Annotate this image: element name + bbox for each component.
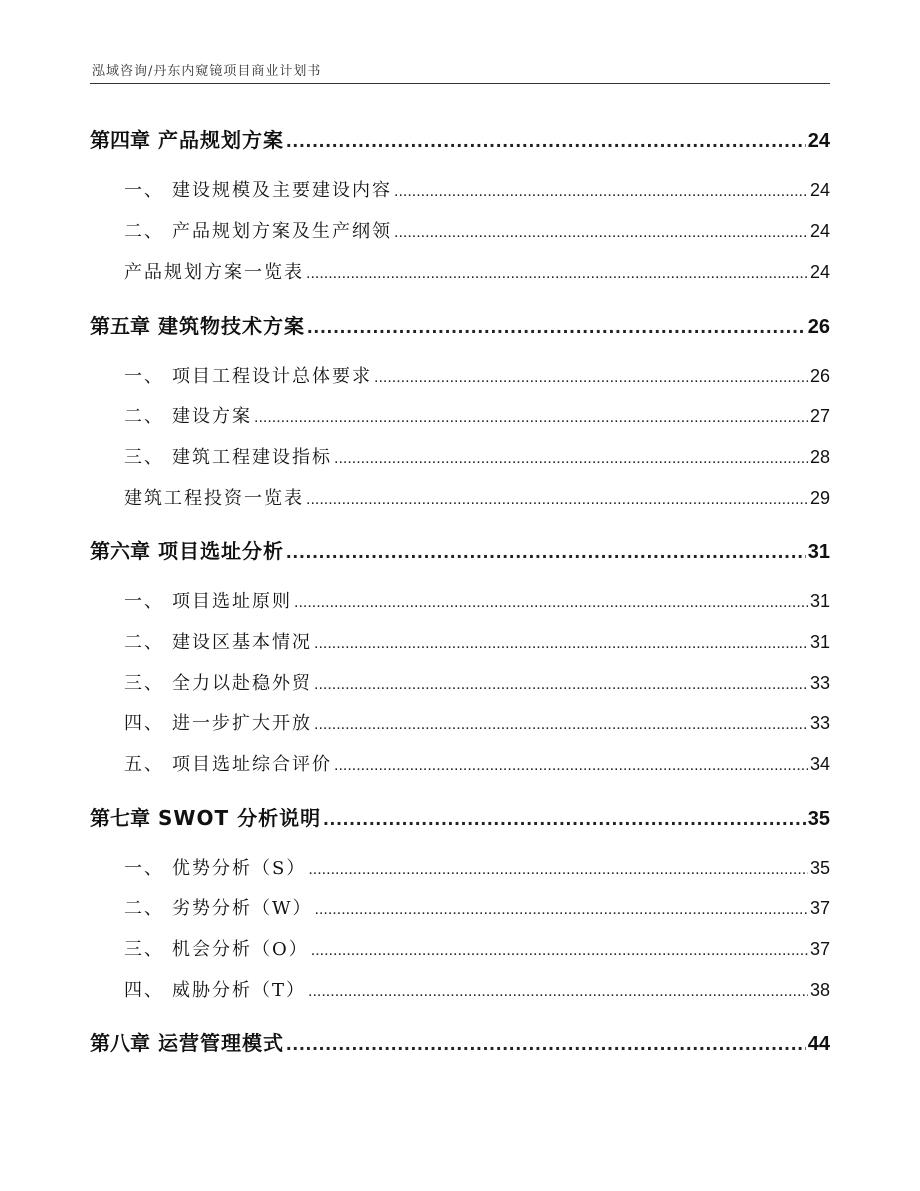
toc-section[interactable] <box>90 362 830 388</box>
page-number: 37 <box>809 939 830 959</box>
dot-leader <box>315 898 808 919</box>
section-number: 一、 <box>124 366 164 387</box>
dot-leader <box>306 488 808 509</box>
section-title: 项目选址原则 <box>172 591 292 612</box>
toc-chapter-4[interactable] <box>90 124 830 153</box>
page-number: 24 <box>809 221 830 241</box>
dot-leader <box>314 713 808 734</box>
dot-leader <box>286 1031 806 1056</box>
toc-chapter-6[interactable] <box>90 535 830 564</box>
section-number: 一、 <box>124 180 164 201</box>
page-number: 31 <box>809 591 830 611</box>
section-number: 二、 <box>124 632 164 653</box>
section-title: 威胁分析（T） <box>172 980 307 1001</box>
section-title: 项目工程设计总体要求 <box>172 366 372 387</box>
chapter-title: 运营管理模式 <box>158 1031 284 1055</box>
toc-section[interactable] <box>90 894 830 920</box>
page-number: 26 <box>807 316 830 338</box>
page-number: 31 <box>809 632 830 652</box>
chapter-title: 建筑物技术方案 <box>158 314 305 338</box>
section-title: 建筑工程建设指标 <box>172 447 332 468</box>
toc-section[interactable] <box>90 750 830 776</box>
dot-leader <box>323 806 806 831</box>
section-title: 劣势分析（W） <box>172 898 313 919</box>
dot-leader <box>334 447 808 468</box>
toc-chapter-7[interactable] <box>90 802 830 831</box>
section-title: 产品规划方案一览表 <box>124 262 304 283</box>
page-number: 38 <box>809 980 830 1000</box>
section-number: 二、 <box>124 898 164 919</box>
dot-leader <box>314 673 808 694</box>
toc-section[interactable] <box>90 402 830 428</box>
toc-table-entry[interactable] <box>90 484 830 510</box>
section-title: 优势分析（S） <box>172 858 307 879</box>
toc-chapter-5[interactable] <box>90 310 830 339</box>
chapter-title: SWOT 分析说明 <box>158 806 322 830</box>
chapter-label: 第四章 <box>90 128 150 152</box>
dot-leader <box>314 632 808 653</box>
dot-leader <box>306 262 808 283</box>
dot-leader <box>394 180 808 201</box>
dot-leader <box>254 406 808 427</box>
section-number: 一、 <box>124 858 164 879</box>
section-number: 三、 <box>124 673 164 694</box>
page-number: 37 <box>809 898 830 918</box>
page-number: 31 <box>807 541 830 563</box>
section-number: 三、 <box>124 447 164 468</box>
section-number: 二、 <box>124 406 164 427</box>
chapter-label: 第五章 <box>90 314 150 338</box>
page-number: 26 <box>809 366 830 386</box>
header-rule <box>90 83 830 84</box>
section-title: 产品规划方案及生产纲领 <box>172 221 392 242</box>
toc-section[interactable] <box>90 628 830 654</box>
chapter-label: 第八章 <box>90 1031 150 1055</box>
section-title: 全力以赴稳外贸 <box>172 673 312 694</box>
dot-leader <box>294 591 808 612</box>
dot-leader <box>311 939 808 960</box>
section-title: 进一步扩大开放 <box>172 713 312 734</box>
toc-section[interactable] <box>90 709 830 735</box>
dot-leader <box>286 539 806 564</box>
section-title: 建设方案 <box>172 406 252 427</box>
dot-leader <box>286 128 806 153</box>
dot-leader <box>394 221 808 242</box>
chapter-label: 第六章 <box>90 539 150 563</box>
toc-chapter-8[interactable] <box>90 1027 830 1056</box>
page-number: 28 <box>809 447 830 467</box>
dot-leader <box>308 858 808 879</box>
section-number: 二、 <box>124 221 164 242</box>
page-number: 24 <box>809 262 830 282</box>
toc-section[interactable] <box>90 443 830 469</box>
page-number: 44 <box>807 1033 830 1055</box>
section-title: 建设规模及主要建设内容 <box>172 180 392 201</box>
section-number: 五、 <box>124 754 164 775</box>
section-number: 四、 <box>124 713 164 734</box>
section-number: 一、 <box>124 591 164 612</box>
section-title: 项目选址综合评价 <box>172 754 332 775</box>
toc-section[interactable] <box>90 176 830 202</box>
chapter-label: 第七章 <box>90 806 150 830</box>
page-number: 35 <box>809 858 830 878</box>
page-number: 24 <box>809 180 830 200</box>
page-number: 27 <box>809 406 830 426</box>
dot-leader <box>374 366 808 387</box>
toc-table-entry[interactable] <box>90 258 830 284</box>
dot-leader <box>308 980 808 1001</box>
chapter-title: 产品规划方案 <box>158 128 284 152</box>
dot-leader <box>307 314 806 339</box>
toc-section[interactable] <box>90 976 830 1002</box>
page-number: 33 <box>809 713 830 733</box>
toc-section[interactable] <box>90 935 830 961</box>
page-number: 34 <box>809 754 830 774</box>
running-header: 泓域咨询/丹东内窥镜项目商业计划书 <box>92 64 322 79</box>
toc-section[interactable] <box>90 854 830 880</box>
toc-section[interactable] <box>90 217 830 243</box>
section-number: 四、 <box>124 980 164 1001</box>
page-number: 24 <box>807 130 830 152</box>
page-number: 33 <box>809 673 830 693</box>
toc-section[interactable] <box>90 669 830 695</box>
section-number: 三、 <box>124 939 164 960</box>
chapter-title: 项目选址分析 <box>158 539 284 563</box>
dot-leader <box>334 754 808 775</box>
section-title: 机会分析（O） <box>172 939 309 960</box>
section-title: 建设区基本情况 <box>172 632 312 653</box>
section-title: 建筑工程投资一览表 <box>124 488 304 509</box>
page-number: 29 <box>809 488 830 508</box>
page-number: 35 <box>807 808 830 830</box>
toc-section[interactable] <box>90 587 830 613</box>
